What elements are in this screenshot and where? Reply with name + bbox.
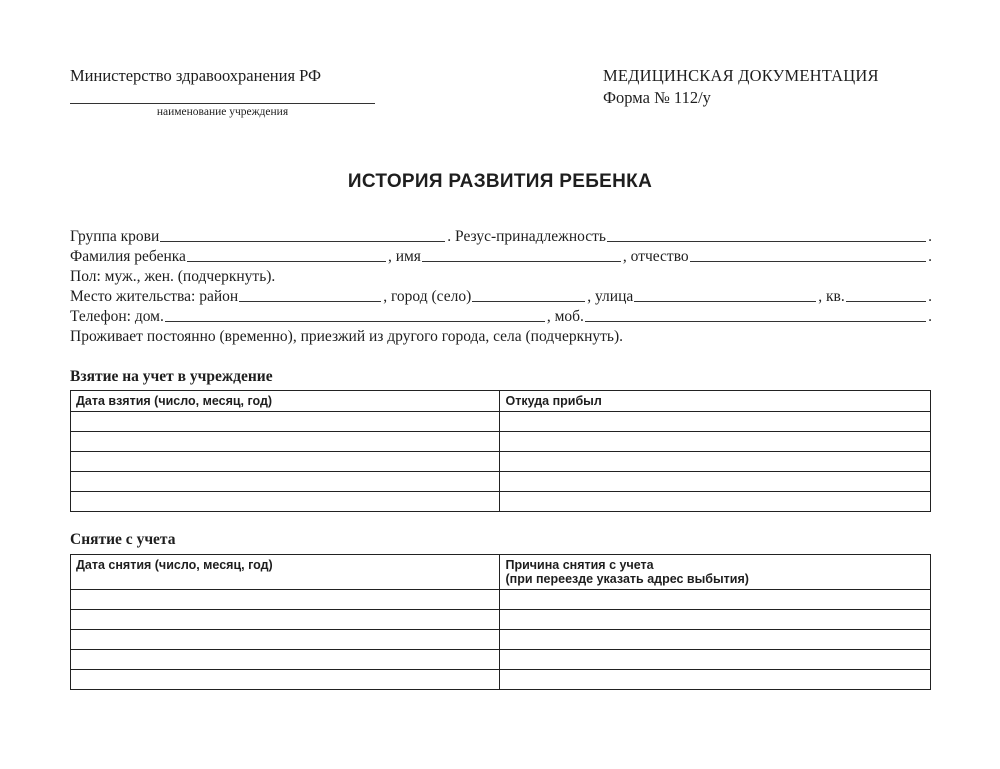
table-row: [71, 432, 931, 452]
child-name-label: , имя: [387, 248, 421, 265]
table-cell[interactable]: [500, 650, 931, 670]
deregistration-reason-line1: Причина снятия с учета: [505, 558, 654, 572]
sex-label: Пол: муж., жен. (подчеркнуть).: [70, 268, 276, 285]
deregistration-reason-line2: (при переезде указать адрес выбытия): [505, 572, 749, 586]
child-name-line: [70, 246, 932, 266]
table-cell[interactable]: [71, 630, 500, 650]
rh-factor-field[interactable]: [607, 240, 926, 242]
child-patronymic-label: , отчество: [622, 248, 689, 265]
table-cell[interactable]: [71, 590, 500, 610]
table-header-row: [71, 555, 931, 590]
child-patronymic-field[interactable]: [690, 260, 926, 262]
table-row: [71, 412, 931, 432]
table-row: [71, 452, 931, 472]
period-mark: .: [928, 308, 932, 325]
table-row: [71, 590, 931, 610]
period-mark: .: [928, 228, 932, 245]
registration-section-title: Взятие на учет в учреждение: [70, 368, 273, 385]
home-phone-field[interactable]: [165, 320, 545, 322]
mobile-phone-field[interactable]: [585, 320, 926, 322]
period-mark: .: [928, 288, 932, 305]
table-row: [71, 670, 931, 690]
deregistration-date-header: Дата снятия (число, месяц, год): [71, 555, 500, 590]
registration-table: [70, 390, 931, 512]
city-field[interactable]: [472, 300, 585, 302]
district-label: Место жительства: район: [70, 288, 239, 305]
table-cell[interactable]: [71, 412, 500, 432]
blood-group-label: Группа крови: [70, 228, 160, 245]
table-cell[interactable]: [71, 492, 500, 512]
registration-date-header: Дата взятия (число, месяц, год): [71, 391, 500, 412]
child-name-field[interactable]: [422, 260, 621, 262]
table-cell[interactable]: [71, 610, 500, 630]
table-cell[interactable]: [71, 650, 500, 670]
institution-name-line[interactable]: [70, 103, 375, 104]
table-row: [71, 472, 931, 492]
medical-documentation-label: МЕДИЦИНСКАЯ ДОКУМЕНТАЦИЯ: [603, 66, 879, 85]
mobile-phone-label: , моб.: [546, 308, 584, 325]
table-cell[interactable]: [500, 432, 931, 452]
table-cell[interactable]: [71, 472, 500, 492]
table-cell[interactable]: [71, 670, 500, 690]
form-number: Форма № 112/у: [603, 88, 711, 107]
city-label: , город (село): [383, 288, 472, 305]
table-cell[interactable]: [500, 472, 931, 492]
table-row: [71, 630, 931, 650]
ministry-label: Министерство здравоохранения РФ: [70, 66, 322, 85]
table-row: [71, 610, 931, 630]
deregistration-table: [70, 554, 931, 690]
deregistration-section-title: Снятие с учета: [70, 531, 176, 548]
home-phone-label: Телефон: дом.: [70, 308, 164, 325]
table-cell[interactable]: [500, 492, 931, 512]
table-cell[interactable]: [500, 630, 931, 650]
apartment-field[interactable]: [846, 300, 926, 302]
blood-group-line: [70, 226, 932, 246]
phone-line: [70, 306, 932, 326]
table-row: [71, 492, 931, 512]
apartment-label: , кв.: [818, 288, 845, 305]
table-cell[interactable]: [500, 670, 931, 690]
table-cell[interactable]: [500, 590, 931, 610]
document-title: ИСТОРИЯ РАЗВИТИЯ РЕБЕНКА: [347, 171, 653, 192]
rh-factor-label: . Резус-принадлежность: [447, 228, 606, 245]
residence-line: [70, 286, 932, 306]
table-row: [71, 650, 931, 670]
arrived-from-header: Откуда прибыл: [500, 391, 931, 412]
child-surname-label: Фамилия ребенка: [70, 248, 186, 265]
sex-line: [70, 266, 932, 286]
institution-caption: наименование учреждения: [156, 106, 289, 118]
deregistration-reason-header: [500, 555, 931, 590]
table-cell[interactable]: [500, 610, 931, 630]
table-cell[interactable]: [500, 452, 931, 472]
residence-status-line: [70, 326, 932, 346]
table-header-row: [71, 391, 931, 412]
table-cell[interactable]: [71, 452, 500, 472]
table-cell[interactable]: [500, 412, 931, 432]
child-surname-field[interactable]: [187, 260, 386, 262]
blood-group-field[interactable]: [160, 240, 445, 242]
table-cell[interactable]: [71, 432, 500, 452]
street-field[interactable]: [634, 300, 816, 302]
period-mark: .: [928, 248, 932, 265]
district-field[interactable]: [239, 300, 381, 302]
street-label: , улица: [587, 288, 634, 305]
residence-status-label: Проживает постоянно (временно), приезжий из другого города, села (подчеркнуть).: [70, 328, 624, 345]
